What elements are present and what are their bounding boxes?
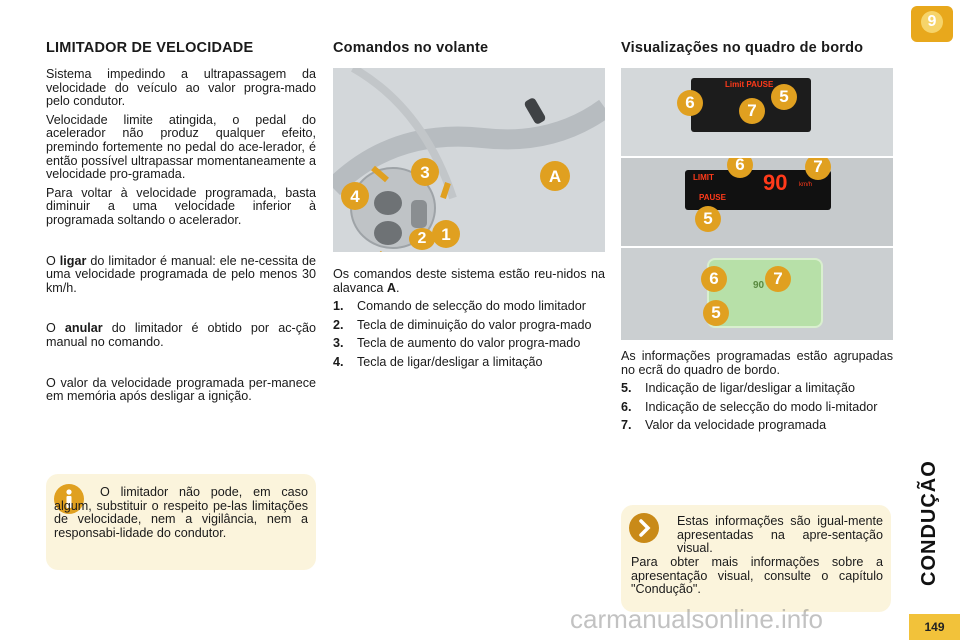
page-number: 149 [909, 614, 960, 640]
list-item: 2. Tecla de diminuição do valor progra-mado [333, 317, 592, 332]
screen1-label-6: 6 [677, 90, 703, 116]
display-speed: 90 [753, 280, 765, 291]
screen2-label-6: 6 [727, 158, 753, 178]
command-list [333, 300, 605, 369]
paragraph: Sistema impedindo a ultrapassagem da velocidade do veículo ao valor progra-mado pelo condutor. [46, 67, 316, 109]
list-item: 6. Indicação de selecção do modo li-mitador [621, 399, 878, 414]
display-speed: 90 [763, 170, 788, 195]
paragraph-ligar: O ligar do limitador é manual: ele ne-cessita de uma velocidade programada de pelo menos 30 km/h. [46, 253, 316, 295]
section-label-vertical: CONDUÇÃO [918, 460, 940, 586]
note-text-2: Para obter mais informações sobre a apresentação visual, consulte o capítulo "Condução". [631, 555, 883, 596]
dashboard-display-3 [621, 248, 893, 340]
column-comandos [333, 40, 605, 375]
screen3-label-6: 6 [701, 266, 727, 292]
paragraph-anular: O anular do limitador é obtido por ac-ção manual no comando. [46, 321, 316, 349]
paragraph: Para voltar à velocidade programada, basta diminuir a uma velocidade inferior à programada soltando o acelerador. [46, 185, 316, 227]
screen2-label-7: 7 [805, 158, 831, 180]
intro-paragraph: Os comandos deste sistema estão reu-nidos na alavanca A. [333, 267, 605, 295]
label-3: 3 [420, 163, 430, 182]
screen1-label-5: 5 [771, 84, 797, 110]
display-unit: km/h [799, 182, 813, 188]
watermark: carmanualsonline.info [570, 604, 823, 634]
display-text: Limit PAUSE [725, 80, 774, 89]
info-note-text: O limitador não pode, em caso algum, substituir o respeito pe-las limitações de velocidade, nem a vigilância, nem a responsabi-lidade do condutor. [54, 485, 308, 540]
screen1-label-7: 7 [739, 98, 765, 124]
label-4: 4 [350, 187, 360, 206]
label-A: A [548, 167, 562, 186]
info-note-panel [46, 474, 316, 570]
list-item: 5. Indicação de ligar/desligar a limitação [621, 381, 856, 396]
label-1: 1 [441, 225, 451, 244]
intro-paragraph: As informações programadas estão agrupadas no ecrã do quadro de bordo. [621, 349, 893, 377]
display-pause: PAUSE [699, 193, 726, 202]
display-limit: LIMIT [693, 173, 714, 182]
screen2-label-5: 5 [695, 206, 721, 232]
list-item: 3. Tecla de aumento do valor progra-mado [333, 336, 581, 351]
display-list [621, 382, 893, 433]
section-title: LIMITADOR DE VELOCIDADE [46, 40, 254, 56]
paragraph: Velocidade limite atingida, o pedal do acelerador não produz qualquer efeito, premindo fortemente no pedal do ace-lerador, é então possível ultrapassar momentaneamente a velocidade pro-gramada. [46, 112, 316, 182]
chapter-number: 9 [921, 11, 943, 33]
reference-note-panel [621, 505, 891, 612]
column-limitador [46, 40, 316, 409]
dashboard-display-1 [621, 68, 893, 156]
section-title: Comandos no volante [333, 40, 489, 56]
label-2: 2 [409, 228, 435, 250]
arrow-right-icon [629, 513, 659, 543]
section-title: Visualizações no quadro de bordo [621, 40, 864, 56]
paragraph: O valor da velocidade programada per-manece em memória após desligar a ignição. [46, 375, 316, 404]
dashboard-display-2 [621, 158, 893, 246]
list-item: 4. Tecla de ligar/desligar a limitação [333, 354, 543, 369]
screen3-label-5: 5 [703, 300, 729, 326]
list-item: 1. Comando de selecção do modo limitador [333, 299, 586, 314]
note-text-1: Estas informações são igual-mente apresentadas na apre-sentação visual. [677, 514, 883, 555]
column-visualizacoes [621, 40, 893, 438]
list-item: 7. Valor da velocidade programada [621, 418, 827, 433]
screen3-label-7: 7 [765, 266, 791, 292]
chapter-badge [911, 6, 953, 42]
steering-wheel-illustration [333, 68, 605, 252]
